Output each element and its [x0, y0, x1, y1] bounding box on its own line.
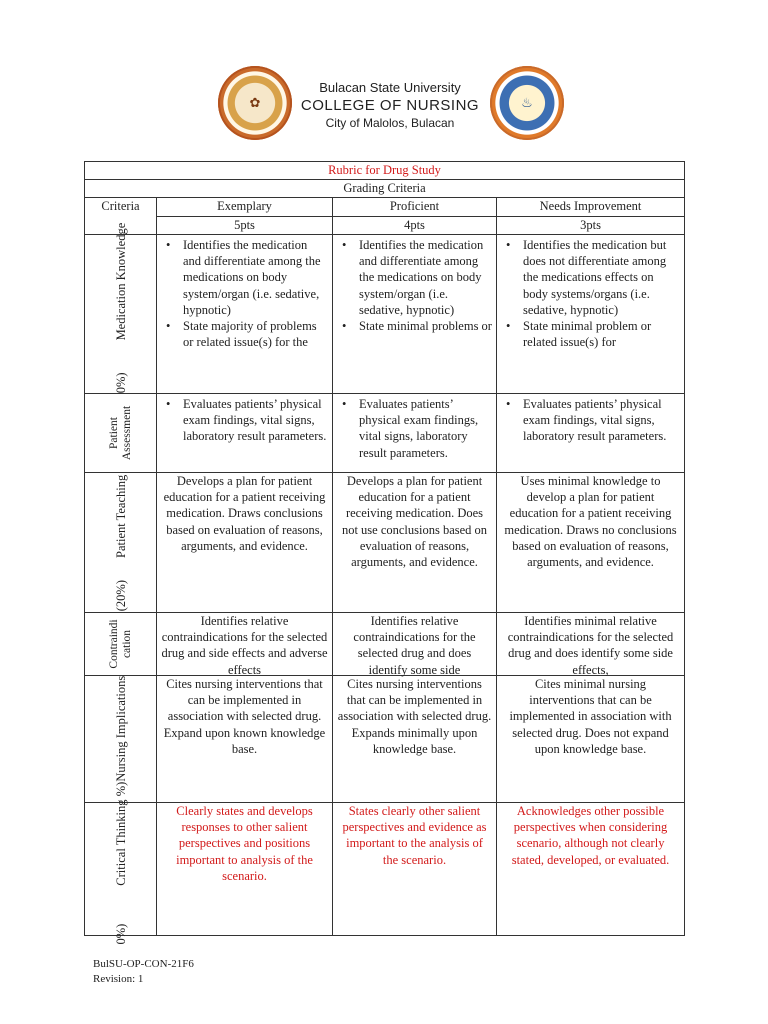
- proficient-cell: Develops a plan for patient education for a patient receiving medication. Does not use conclusions based on evaluation of reasons, arguments, and evidence.: [333, 473, 497, 613]
- criterion-cell: [85, 676, 157, 803]
- criterion-label-line1: Patient: [107, 417, 120, 449]
- criterion-label-line2: Assessment: [120, 405, 133, 461]
- needs-improvement-cell: [497, 235, 685, 394]
- rubric-table: [84, 161, 685, 945]
- grading-criteria-header: Grading Criteria: [85, 180, 685, 198]
- list-item: • Identifies the medication and differentiate among the medications on body system/organ (i.e. sedative, hypnotic): [359, 237, 492, 318]
- exemplary-cell: [157, 613, 333, 676]
- proficient-cell: [333, 394, 497, 473]
- criterion-label: Medication Knowledge: [113, 222, 128, 341]
- criterion-weight: (20%): [113, 579, 128, 611]
- list-item: • State majority of problems or related issue(s) for the: [183, 318, 328, 350]
- exemplary-cell: Clearly states and develops responses to other salient perspectives and positions important to analysis of the scenario.: [157, 803, 333, 936]
- criterion-weight: 0%): [113, 372, 128, 393]
- proficient-cell: [333, 235, 497, 394]
- list-item: • State minimal problem or related issue(s) for: [523, 318, 680, 350]
- needs-improvement-cell: Acknowledges other possible perspectives when considering scenario, although not clearly stated, developed, or evaluated.: [497, 803, 685, 936]
- table-row: [85, 235, 685, 394]
- criterion-cell: [85, 473, 157, 613]
- table-row: [85, 473, 685, 613]
- criterion-label: Patient Teaching: [113, 474, 128, 558]
- needs-improvement-cell: [497, 394, 685, 473]
- cell-text: Identifies relative contraindications for the selected drug and does identify some side: [353, 614, 476, 677]
- criterion-label-line2: cation: [120, 629, 133, 659]
- table-row: [85, 394, 685, 473]
- city-name: City of Malolos, Bulacan: [325, 116, 455, 130]
- form-code: BulSU-OP-CON-21F6: [93, 958, 194, 970]
- exemplary-cell: [157, 394, 333, 473]
- document-header: [0, 0, 768, 150]
- list-item: • Identifies the medication and differentiate among the medications on body system/organ (i.e. sedative, hypnotic): [183, 237, 328, 318]
- criteria-column-header: Criteria: [85, 198, 157, 235]
- cell-text: Identifies relative contraindications for the selected drug and side effects and adverse effects: [161, 614, 328, 677]
- exemplary-cell: Cites nursing interventions that can be implemented in association with selected drug. Expand upon known knowledge base.: [157, 676, 333, 803]
- criterion-label: Nursing Implications: [113, 676, 128, 783]
- needs-improvement-points: 3pts: [497, 217, 685, 235]
- exemplary-column-header: Exemplary: [157, 198, 333, 217]
- proficient-cell: Cites nursing interventions that can be implemented in association with selected drug. Expands minimally upon knowledge base.: [333, 676, 497, 803]
- table-row: [85, 613, 685, 676]
- table-row: [85, 803, 685, 936]
- proficient-cell: States clearly other salient perspectives and evidence as important to the analysis of the scenario.: [333, 803, 497, 936]
- revision-number: Revision: 1: [93, 973, 144, 985]
- criterion-cell: [85, 613, 157, 676]
- criterion-cell: [85, 394, 157, 473]
- needs-improvement-cell: Cites minimal nursing interventions that can be implemented in association with selected drug. Does not expand upon knowledge base.: [497, 676, 685, 803]
- needs-improvement-column-header: Needs Improvement: [497, 198, 685, 217]
- criterion-cell: [85, 222, 157, 394]
- exemplary-cell: Develops a plan for patient education for a patient receiving medication. Draws conclusions based on evaluation of reasons, arguments, and evidence.: [157, 473, 333, 613]
- list-item: • Evaluates patients’ physical exam findings, vital signs, laboratory result parameters.: [183, 396, 328, 445]
- criterion-label: Critical Thinking: [113, 799, 128, 886]
- exemplary-cell: [157, 235, 333, 394]
- college-seal-logo: ♨: [490, 66, 564, 140]
- proficient-column-header: Proficient: [333, 198, 497, 217]
- criterion-weight: 0%): [113, 923, 128, 945]
- criterion-label-line1: Contraindi: [107, 619, 120, 669]
- criterion-cell: [85, 799, 157, 945]
- university-seal-logo: ✿: [218, 66, 292, 140]
- proficient-cell: [333, 613, 497, 676]
- cell-text: Identifies minimal relative contraindications for the selected drug and does identify some side effects,: [507, 614, 674, 677]
- proficient-points: 4pts: [333, 217, 497, 235]
- rubric-title: Rubric for Drug Study: [85, 162, 685, 180]
- list-item: • Evaluates patients’ physical exam findings, vital signs, laboratory result parameters.: [523, 396, 680, 445]
- list-item: • Identifies the medication but does not differentiate among the medications effects on body systems/organs (i.e. sedative, hypnotic): [523, 237, 680, 318]
- needs-improvement-cell: [497, 613, 685, 676]
- criterion-weight: %): [113, 782, 128, 797]
- list-item: • State minimal problems or: [359, 318, 492, 334]
- college-name: COLLEGE OF NURSING: [300, 97, 480, 114]
- exemplary-points: 5pts: [157, 217, 333, 235]
- list-item: • Evaluates patients’ physical exam findings, vital signs, laboratory result parameters.: [359, 396, 492, 461]
- needs-improvement-cell: Uses minimal knowledge to develop a plan for patient education for a patient receiving medication. Draws no conclusions based on evaluation of reasons, arguments, and evidence.: [497, 473, 685, 613]
- university-name: Bulacan State University: [319, 80, 461, 95]
- table-row: [85, 676, 685, 803]
